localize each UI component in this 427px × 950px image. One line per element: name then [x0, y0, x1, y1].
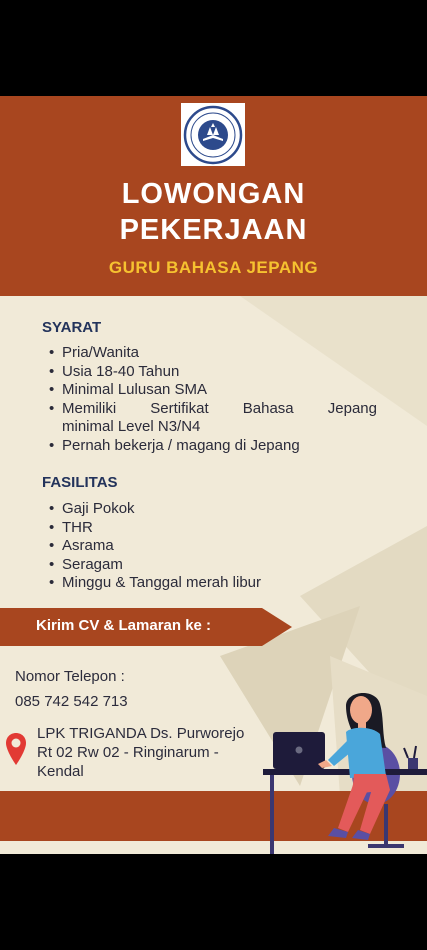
address-line: Kendal [37, 763, 84, 780]
list-item: • Pernah bekerja / magang di Jepang [47, 437, 377, 456]
title-line-1: LOWONGAN [121, 178, 306, 210]
title-line-2: PEKERJAAN [119, 214, 308, 246]
list-item: • Asrama [47, 537, 377, 556]
address [37, 724, 277, 781]
list-item: • THR [47, 519, 377, 538]
list-item: • Minimal Lulusan SMA [47, 381, 377, 400]
address-line: LPK TRIGANDA Ds. Purworejo [37, 725, 245, 742]
list-item: • Usia 18-40 Tahun [47, 363, 377, 382]
cta-text: Kirim CV & Lamaran ke : [36, 617, 212, 634]
facilities-list [47, 500, 377, 593]
list-item-continuation: minimal Level N3/N4 [62, 418, 201, 435]
list-item: • Memiliki Sertifikat Bahasa Jepang [47, 400, 377, 419]
list-item: • Pria/Wanita [47, 344, 377, 363]
list-item: • Seragam [47, 556, 377, 575]
job-subtitle: GURU BAHASA JEPANG [108, 258, 319, 277]
list-item: • Minggu & Tanggal merah libur [47, 574, 377, 593]
list-item: • Gaji Pokok [47, 500, 377, 519]
woman-at-laptop-illustration [258, 686, 427, 854]
job-poster [0, 96, 427, 854]
location-pin-icon [5, 732, 27, 766]
header-band [0, 96, 427, 296]
facilities-heading: FASILITAS [42, 474, 118, 491]
requirements-heading: SYARAT [42, 319, 102, 336]
phone-number[interactable]: 085 742 542 713 [15, 693, 128, 710]
company-logo [181, 103, 245, 166]
logo-emblem [183, 105, 243, 165]
phone-label: Nomor Telepon : [15, 668, 125, 685]
address-line: Rt 02 Rw 02 - Ringinarum - [37, 744, 219, 761]
requirements-list [47, 344, 377, 455]
